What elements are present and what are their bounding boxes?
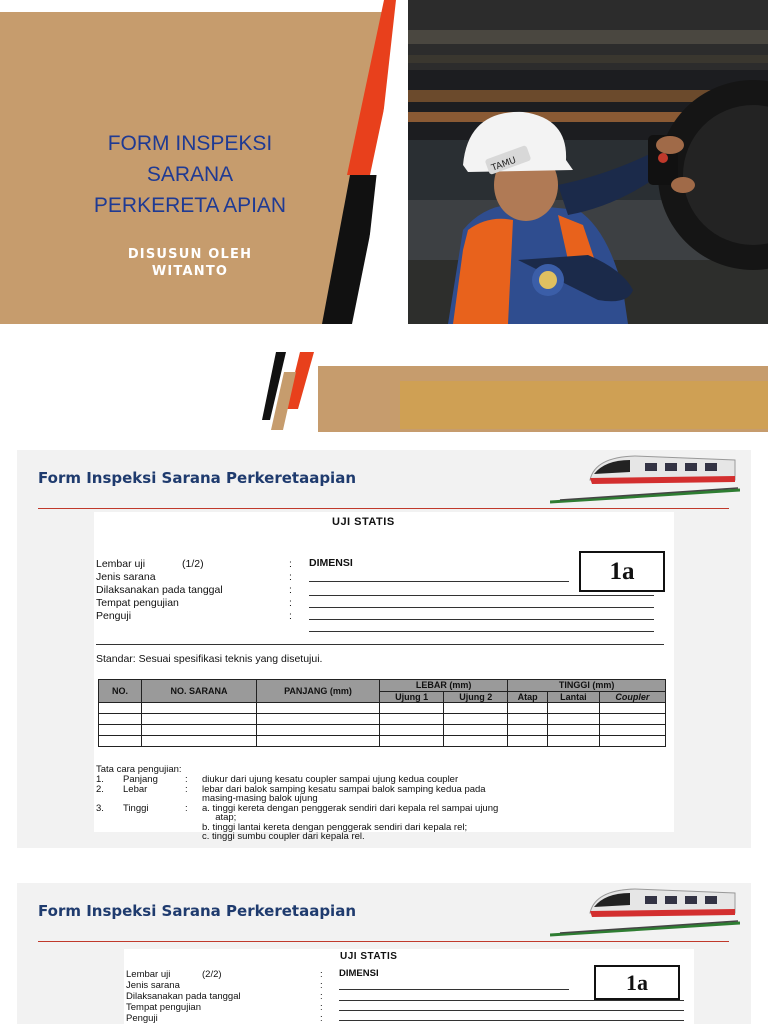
- helmet-label: TAMU: [490, 155, 518, 174]
- field-label: Tempat pengujian: [126, 1002, 201, 1013]
- heading-rule: [38, 508, 729, 509]
- title-line: FORM INSPEKSI: [107, 132, 273, 155]
- procedure-line: masing-masing balok ujung: [202, 793, 318, 804]
- col-header: NO.: [99, 680, 142, 703]
- dimension-label: DIMENSI: [309, 557, 353, 569]
- sub-header: Ujung 1: [380, 691, 444, 703]
- worker-photo: [408, 0, 768, 324]
- procedure-title: Tata cara pengujian:: [96, 764, 182, 775]
- title-line: SARANA: [146, 163, 234, 186]
- sub-header: Ujung 2: [444, 691, 508, 703]
- col-header: NO. SARANA: [142, 680, 257, 703]
- sheet-value: (2/2): [202, 969, 222, 980]
- col-header: PANJANG (mm): [257, 680, 380, 703]
- table-row: [99, 736, 666, 747]
- procedure-line: atap;: [202, 812, 237, 823]
- train-icon: [550, 885, 740, 939]
- form-badge: 1a: [579, 551, 665, 592]
- slide-heading: Form Inspeksi Sarana Perkeretaapian: [38, 902, 357, 920]
- field-line: [309, 595, 654, 596]
- decorative-band-inner: [400, 381, 768, 429]
- field-label: Jenis sarana: [96, 571, 156, 583]
- sub-header: Lantai: [547, 691, 599, 703]
- dimension-label: DIMENSI: [339, 968, 379, 979]
- field-line: [339, 1020, 684, 1021]
- field-line: [339, 989, 569, 990]
- form-badge: 1a: [594, 965, 680, 1000]
- subtitle-line: WITANTO: [151, 264, 229, 279]
- inspection-form: UJI STATIS Lembar uji (2/2) : DIMENSI Jenis sarana : Dilaksanakan pada tanggal : Tempat pengujian : Penguji : 1a: [124, 949, 694, 1024]
- field-line: [309, 619, 654, 620]
- heading-rule: [38, 941, 729, 942]
- sub-header: Coupler: [599, 691, 665, 703]
- field-label: Dilaksanakan pada tanggal: [126, 991, 241, 1002]
- field-label: Tempat pengujian: [96, 597, 179, 609]
- table-row: [99, 725, 666, 736]
- title-line: PERKERETA APIAN: [93, 194, 287, 217]
- train-icon: [550, 452, 740, 506]
- field-line: [339, 1010, 684, 1011]
- col-header: TINGGI (mm): [508, 680, 666, 692]
- field-line: [309, 607, 654, 608]
- field-line: [339, 1000, 684, 1001]
- slide-heading: Form Inspeksi Sarana Perkeretaapian: [38, 469, 357, 487]
- field-label: Penguji: [96, 610, 132, 622]
- field-line: [309, 581, 569, 582]
- title-slide: [0, 0, 768, 432]
- inspection-form: UJI STATIS Lembar uji (1/2) : DIMENSI Jenis sarana : Dilaksanakan pada tanggal : Tempat pengujian : Penguji : 1a Standar: Sesuai spesifikasi teknis yang disetujui. NO. NO. SARANA PANJANG (mm) LEBAR (mm) TINGGI (mm) Ujung 1 Ujung 2 Atap Lantai Coupler Tata cara pengujian: 1. Panjang : diukur dari ujung kesatu coupler sampai ujung kedua coupler 2. Lebar : lebar dari balok samping kesatu sampai balok samping kedua pada masing-masing balok ujung 3. Tinggi : a. tinggi kereta dengan penggerak sendiri dari kepala rel sampai ujung atap; b. tinggi lantai kereta dengan penggerak sendiri dari kepala rel; c. tinggi sumbu coupler dari kepala rel.: [94, 512, 674, 832]
- standard-text: Standar: Sesuai spesifikasi teknis yang disetujui.: [96, 653, 323, 665]
- subtitle-line: DISUSUN OLEH: [127, 247, 253, 262]
- procedure-line: 2. Lebar : lebar dari balok samping kesatu sampai balok samping kedua pada: [96, 783, 486, 795]
- procedure-line: b. tinggi lantai kereta dengan penggerak sendiri dari kepala rel;: [202, 821, 468, 833]
- sub-header: Atap: [508, 691, 548, 703]
- form-slide-2: [17, 883, 751, 1024]
- col-header: LEBAR (mm): [380, 680, 508, 692]
- sheet-label: Lembar uji: [96, 558, 146, 570]
- sheet-label: Lembar uji: [126, 969, 171, 980]
- procedure-line: 1. Panjang : diukur dari ujung kesatu coupler sampai ujung kedua coupler: [96, 774, 459, 785]
- procedure-list: [96, 775, 664, 842]
- procedure-line: c. tinggi sumbu coupler dari kepala rel.: [202, 831, 365, 842]
- field-label: Penguji: [126, 1013, 158, 1024]
- measurement-table: [98, 679, 666, 747]
- field-label: Jenis sarana: [126, 980, 180, 991]
- sheet-value: (1/2): [182, 558, 204, 570]
- divider: [96, 644, 664, 645]
- form-title: UJI STATIS: [340, 951, 398, 962]
- table-row: [99, 714, 666, 725]
- field-label: Dilaksanakan pada tanggal: [96, 584, 223, 596]
- form-title: UJI STATIS: [332, 516, 395, 528]
- procedure-line: 3. Tinggi : a. tinggi kereta dengan penggerak sendiri dari kepala rel sampai ujung: [96, 802, 499, 814]
- table-row: [99, 703, 666, 714]
- form-slide-1: [17, 450, 751, 848]
- field-line: [309, 631, 654, 632]
